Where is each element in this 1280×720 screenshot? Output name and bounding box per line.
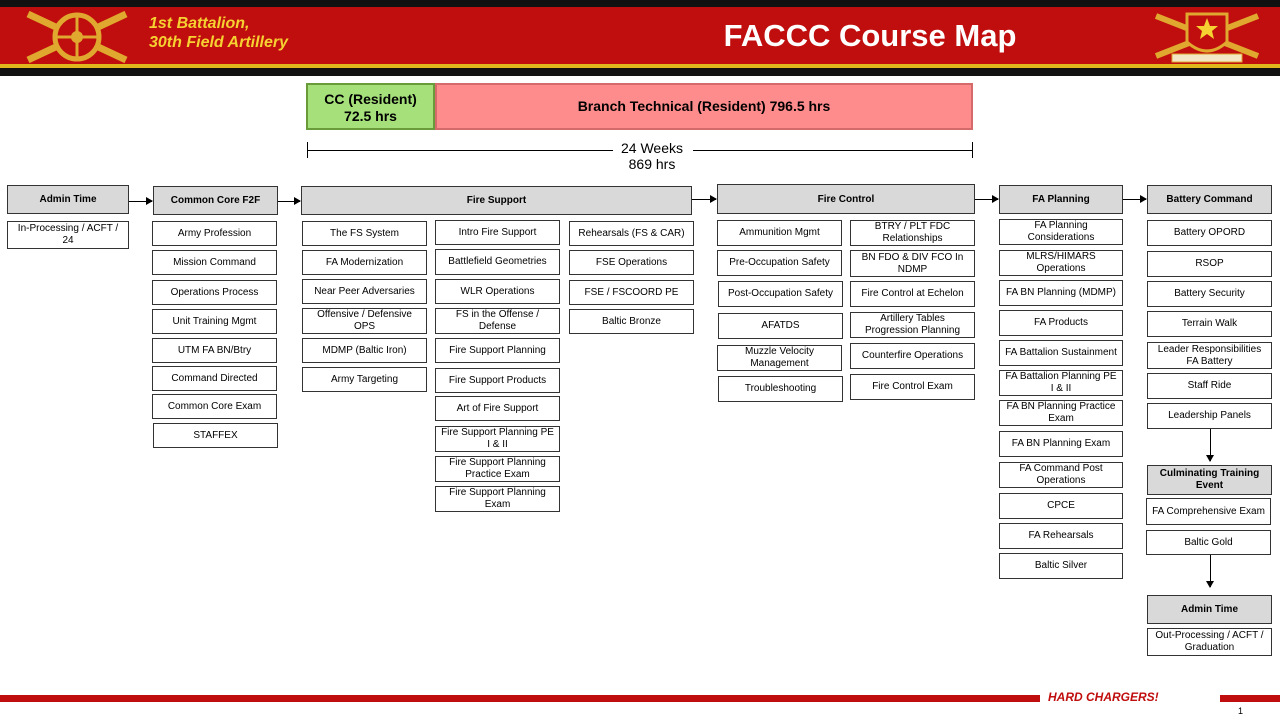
footer-bar-right xyxy=(1220,695,1280,702)
battery-command-item: Battery OPORD xyxy=(1147,220,1272,246)
page-title: FACCC Course Map xyxy=(723,18,1017,53)
duration-line-right xyxy=(693,150,973,151)
fire-support-item: Fire Support Planning Practice Exam xyxy=(435,456,560,482)
fire-support-item: Fire Support Planning Exam xyxy=(435,486,560,512)
footer-motto: HARD CHARGERS! xyxy=(1048,690,1159,704)
battery-command-item: Battery Security xyxy=(1147,281,1272,307)
fire-support-item: Fire Support Planning PE I & II xyxy=(435,426,560,452)
common-core-phase-bar xyxy=(306,83,435,130)
admin-end-item: Out-Processing / ACFT / Graduation xyxy=(1147,628,1272,656)
common-core-item: Mission Command xyxy=(152,250,277,275)
fa-planning-item: FA Products xyxy=(999,310,1123,336)
common-core-item: Command Directed xyxy=(152,366,277,391)
fire-support-item: Army Targeting xyxy=(302,367,427,392)
fire-support-item: Art of Fire Support xyxy=(435,396,560,421)
common-core-item: Army Profession xyxy=(152,221,277,246)
fire-control-header: Fire Control xyxy=(717,184,975,214)
common-core-item: STAFFEX xyxy=(153,423,278,448)
fire-support-item: Intro Fire Support xyxy=(435,220,560,245)
fire-support-item: FS in the Offense / Defense xyxy=(435,308,560,334)
duration-weeks: 24 Weeks xyxy=(621,140,683,156)
fire-support-item: FSE / FSCOORD PE xyxy=(569,280,694,305)
admin-time-end-header: Admin Time xyxy=(1147,595,1272,624)
battery-command-item: Terrain Walk xyxy=(1147,311,1272,337)
page-number: 1 xyxy=(1238,706,1244,716)
footer-bar-left xyxy=(0,695,1040,702)
fa-planning-item: FA Planning Considerations xyxy=(999,219,1123,245)
flow-arrow-4 xyxy=(975,199,998,200)
fa-planning-item: FA BN Planning Practice Exam xyxy=(999,400,1123,426)
battery-command-item: Leadership Panels xyxy=(1147,403,1272,429)
fire-support-item: FA Modernization xyxy=(302,250,427,275)
fa-planning-item: CPCE xyxy=(999,493,1123,519)
fire-support-item: WLR Operations xyxy=(435,279,560,304)
fa-planning-item: MLRS/HIMARS Operations xyxy=(999,250,1123,276)
fire-support-item: Near Peer Adversaries xyxy=(302,279,427,304)
crossed-cannons-crest-icon xyxy=(22,8,132,66)
fa-planning-item: FA Battalion Sustainment xyxy=(999,340,1123,366)
fire-support-item: Baltic Bronze xyxy=(569,309,694,334)
unit-name-line1: 1st Battalion, xyxy=(149,15,250,32)
fa-planning-item: FA Battalion Planning PE I & II xyxy=(999,370,1123,396)
fire-control-item: Post-Occupation Safety xyxy=(718,281,843,307)
cc-phase-label: CC (Resident) xyxy=(324,91,417,107)
fire-support-item: FSE Operations xyxy=(569,250,694,275)
fa-planning-header: FA Planning xyxy=(999,185,1123,214)
common-core-item: Operations Process xyxy=(152,280,277,305)
battery-command-item: Staff Ride xyxy=(1147,373,1272,399)
cte-item: FA Comprehensive Exam xyxy=(1146,498,1271,525)
fire-control-item: Counterfire Operations xyxy=(850,343,975,369)
fire-control-item: Muzzle Velocity Management xyxy=(717,345,842,371)
battery-command-header: Battery Command xyxy=(1147,185,1272,214)
battery-command-item: Leader Responsibilities FA Battery xyxy=(1147,342,1272,369)
fire-control-item: AFATDS xyxy=(718,313,843,339)
fa-planning-item: FA BN Planning Exam xyxy=(999,431,1123,457)
regimental-insignia-icon xyxy=(1152,8,1262,66)
fire-control-item: Troubleshooting xyxy=(718,376,843,402)
duration-hours: 869 hrs xyxy=(628,156,676,172)
fire-control-item: BN FDO & DIV FCO In NDMP xyxy=(850,250,975,277)
flow-arrow-1 xyxy=(129,201,152,202)
common-core-item: Common Core Exam xyxy=(152,394,277,419)
fire-support-item: Fire Support Products xyxy=(435,368,560,393)
fire-control-item: Ammunition Mgmt xyxy=(717,220,842,246)
culminating-training-event-header: Culminating Training Event xyxy=(1147,465,1272,495)
fa-planning-item: FA Command Post Operations xyxy=(999,462,1123,488)
fire-support-item: The FS System xyxy=(302,221,427,246)
fire-control-item: BTRY / PLT FDC Relationships xyxy=(850,220,975,246)
header-bottom-stripe xyxy=(0,68,1280,76)
fire-support-item: Offensive / Defensive OPS xyxy=(302,308,427,334)
common-core-item: UTM FA BN/Btry xyxy=(152,338,277,363)
fire-control-item: Fire Control Exam xyxy=(850,374,975,400)
flow-arrow-3 xyxy=(692,199,716,200)
fire-control-item: Artillery Tables Progression Planning xyxy=(850,312,975,338)
cc-phase-hours: 72.5 hrs xyxy=(344,108,397,124)
common-core-item: Unit Training Mgmt xyxy=(152,309,277,334)
flow-arrow-down-1 xyxy=(1210,429,1211,461)
common-core-header: Common Core F2F xyxy=(153,186,278,215)
fa-planning-item: FA Rehearsals xyxy=(999,523,1123,549)
fire-support-item: MDMP (Baltic Iron) xyxy=(302,338,427,363)
fire-support-item: Rehearsals (FS & CAR) xyxy=(569,221,694,246)
fire-support-item: Battlefield Geometries xyxy=(435,249,560,275)
fire-support-header: Fire Support xyxy=(301,186,692,215)
flow-arrow-down-2 xyxy=(1210,555,1211,587)
unit-name-line2: 30th Field Artillery xyxy=(149,34,288,51)
fa-planning-item: FA BN Planning (MDMP) xyxy=(999,280,1123,306)
fire-control-item: Fire Control at Echelon xyxy=(850,281,975,307)
admin-item-in-processing: In-Processing / ACFT / 24 xyxy=(7,221,129,249)
battery-command-item: RSOP xyxy=(1147,251,1272,277)
header-top-stripe xyxy=(0,0,1280,7)
cte-item: Baltic Gold xyxy=(1146,530,1271,555)
branch-technical-phase-bar: Branch Technical (Resident) 796.5 hrs xyxy=(435,83,973,130)
admin-time-header: Admin Time xyxy=(7,185,129,214)
fa-planning-item: Baltic Silver xyxy=(999,553,1123,579)
flow-arrow-5 xyxy=(1123,199,1146,200)
fire-support-item: Fire Support Planning xyxy=(435,338,560,363)
fire-control-item: Pre-Occupation Safety xyxy=(717,250,842,276)
flow-arrow-2 xyxy=(278,201,300,202)
duration-line-left xyxy=(307,150,613,151)
